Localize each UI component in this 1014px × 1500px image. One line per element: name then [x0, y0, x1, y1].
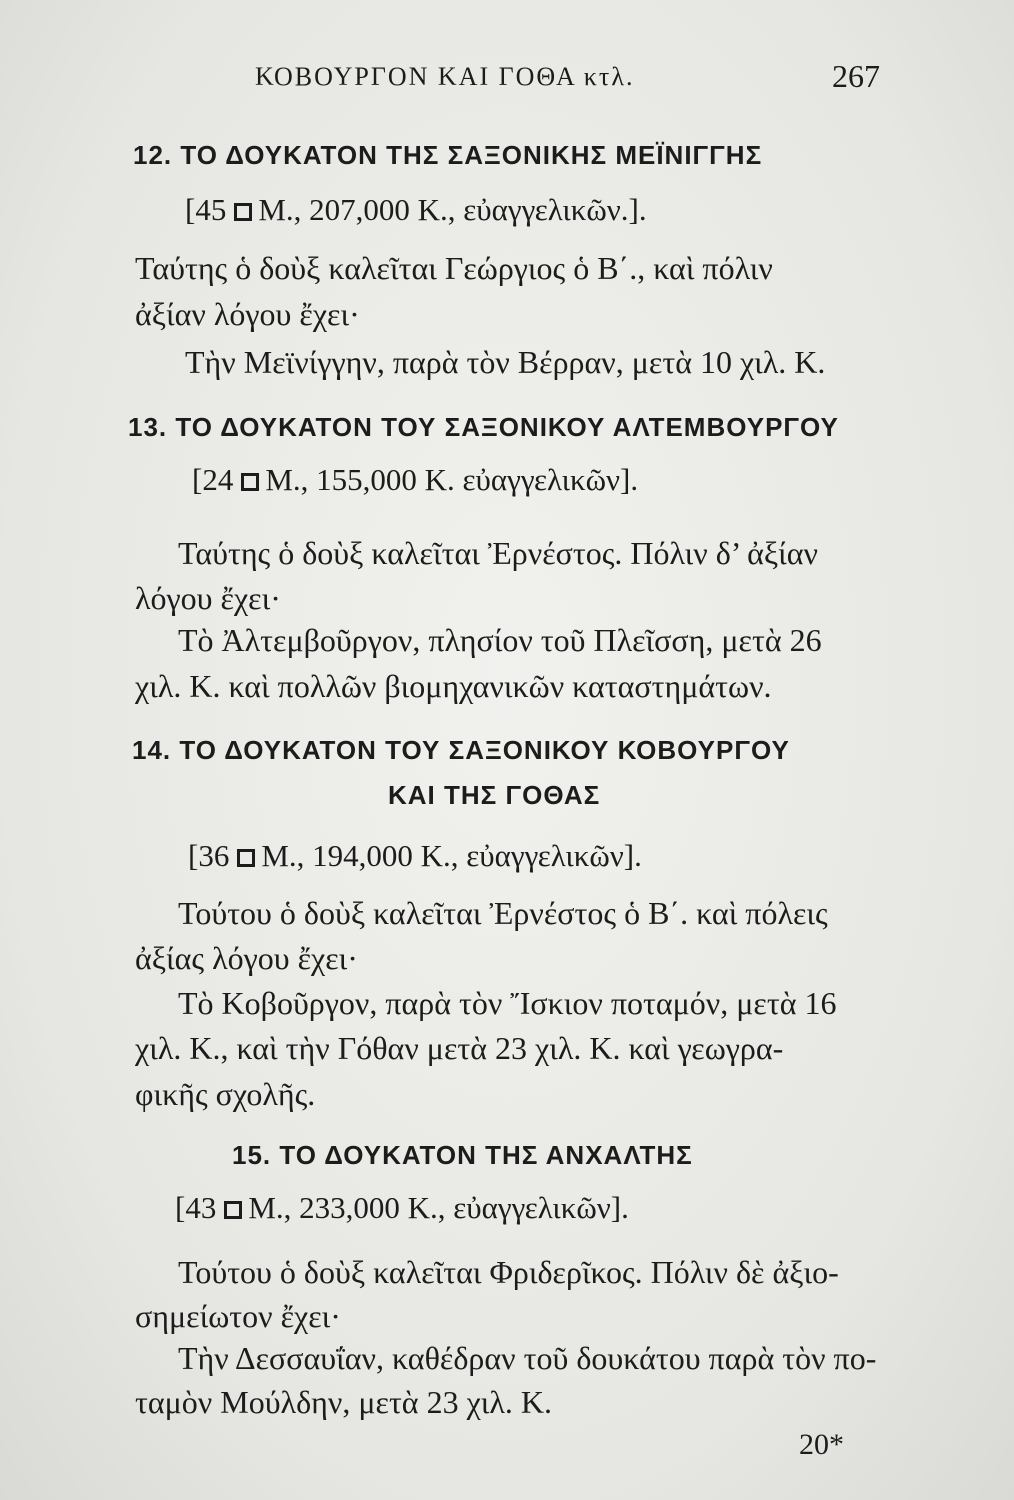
section-heading-continued: ΚΑΙ ΤΗΣ ΓΟΘΑΣ — [388, 780, 601, 810]
stats-area: [36 — [188, 838, 230, 873]
page-number: 267 — [832, 58, 880, 94]
paragraph-line: λόγου ἔχει· — [135, 580, 281, 616]
running-head: ΚΟΒΟΥΡΓΟΝ ΚΑΙ ΓΟΘΑ κτλ. — [255, 62, 635, 91]
paragraph-line: Τὸ Κοβοῦργον, παρὰ τὸν Ἴσκιον ποταμόν, μετὰ 16 — [178, 985, 837, 1021]
paragraph-line: σημείωτον ἔχει· — [135, 1298, 341, 1334]
paragraph-line: ἀξίαν λόγου ἔχει· — [135, 296, 360, 332]
square-icon — [234, 203, 252, 221]
paragraph-line: χιλ. Κ. καὶ πολλῶν βιομηχανικῶν καταστημάτων. — [135, 668, 772, 704]
paragraph-line: Τὴν Μεϊνίγγην, παρὰ τὸν Βέρραν, μετὰ 10 χιλ. Κ. — [185, 344, 826, 380]
stats-area: [43 — [175, 1190, 217, 1225]
square-icon — [241, 473, 259, 491]
paragraph-line: Ταύτης ὁ δοὺξ καλεῖται Γεώργιος ὁ Β΄., καὶ πόλιν — [135, 250, 773, 286]
paragraph-line: ἀξίας λόγου ἔχει· — [135, 940, 358, 976]
square-icon — [224, 1201, 242, 1219]
section-heading: 12. ΤΟ ΔΟΥΚΑΤΟΝ ΤΗΣ ΣΑΞΟΝΙΚΗΣ ΜΕΪΝΙΓΓΗΣ — [133, 140, 763, 170]
paragraph-line: ταμὸν Μούλδην, μετὰ 23 χιλ. Κ. — [135, 1384, 552, 1420]
paragraph-line: Τὸ Ἀλτεμβοῦργον, πλησίον τοῦ Πλεῖσση, μετὰ 26 — [178, 622, 822, 658]
section-stats — [185, 192, 647, 228]
section-heading: 15. ΤΟ ΔΟΥΚΑΤΟΝ ΤΗΣ ΑΝΧΑΛΤΗΣ — [232, 1140, 693, 1170]
stats-details: Μ., 194,000 Κ., εὐαγγελικῶν]. — [261, 838, 642, 873]
stats-area: [45 — [185, 192, 227, 227]
section-stats — [188, 838, 642, 874]
page-header — [255, 58, 880, 98]
stats-details: Μ., 233,000 Κ., εὐαγγελικῶν]. — [248, 1190, 629, 1225]
square-icon — [237, 849, 255, 867]
paragraph-line: χιλ. Κ., καὶ τὴν Γόθαν μετὰ 23 χιλ. Κ. καὶ γεωγρα- — [135, 1030, 784, 1066]
section-heading: 14. ΤΟ ΔΟΥΚΑΤΟΝ ΤΟΥ ΣΑΞΟΝΙΚΟΥ ΚΟΒΟΥΡΓΟΥ — [132, 735, 790, 765]
paragraph-line: Τὴν Δεσσαυΐαν, καθέδραν τοῦ δουκάτου παρὰ τὸν πο- — [178, 1340, 877, 1376]
section-stats — [175, 1190, 629, 1226]
paragraph-line: Τούτου ὁ δοὺξ καλεῖται Φριδερῖκος. Πόλιν δὲ ἀξιο- — [178, 1254, 839, 1290]
stats-details: Μ., 155,000 Κ. εὐαγγελικῶν]. — [265, 462, 639, 497]
section-heading: 13. ΤΟ ΔΟΥΚΑΤΟΝ ΤΟΥ ΣΑΞΟΝΙΚΟΥ ΑΛΤΕΜΒΟΥΡΓΟΥ — [128, 412, 839, 442]
paragraph-line: φικῆς σχολῆς. — [135, 1076, 316, 1112]
stats-details: Μ., 207,000 Κ., εὐαγγελικῶν.]. — [258, 192, 647, 227]
stats-area: [24 — [192, 462, 234, 497]
signature-mark: 20* — [799, 1428, 844, 1461]
paragraph-line: Τούτου ὁ δοὺξ καλεῖται Ἐρνέστος ὁ Β΄. καὶ πόλεις — [178, 895, 828, 931]
paragraph-line: Ταύτης ὁ δοὺξ καλεῖται Ἐρνέστος. Πόλιν δ’ ἀξίαν — [178, 535, 818, 571]
section-stats — [192, 462, 638, 498]
